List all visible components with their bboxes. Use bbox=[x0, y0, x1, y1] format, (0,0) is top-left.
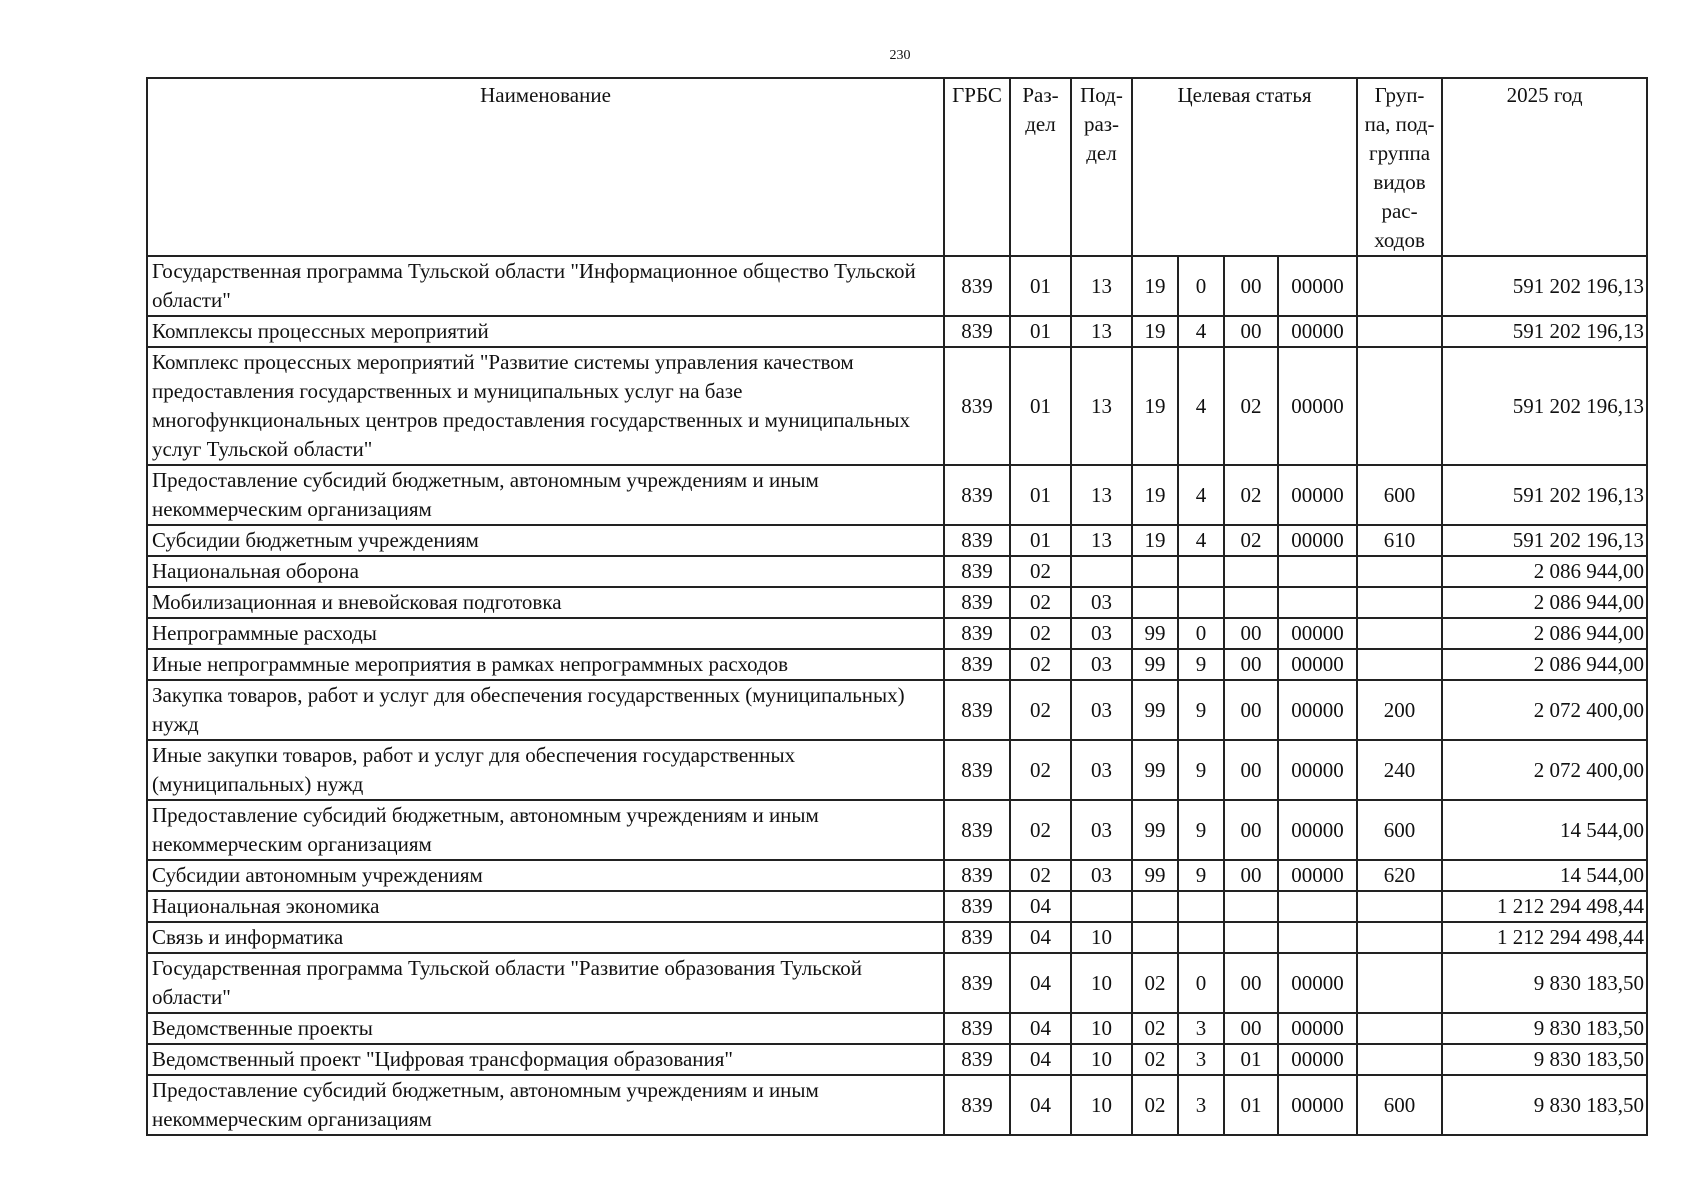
cell-name: Национальная оборона bbox=[147, 556, 944, 587]
cell-target-direction bbox=[1278, 587, 1357, 618]
cell-target-direction: 00000 bbox=[1278, 953, 1357, 1013]
cell-name: Иные непрограммные мероприятия в рамках непрограммных расходов bbox=[147, 649, 944, 680]
cell-name: Комплекс процессных мероприятий "Развитие системы управления качеством предоставления государственных и муниципальных услуг на базе многофункциональных центров предоставления государственных и муниципальных услуг Тульской области" bbox=[147, 347, 944, 465]
header-vid-line: ходов bbox=[1374, 228, 1425, 252]
cell-target-type: 4 bbox=[1178, 525, 1224, 556]
table-row bbox=[147, 891, 1647, 922]
cell-target-program: 99 bbox=[1132, 860, 1178, 891]
cell-target-type: 4 bbox=[1178, 465, 1224, 525]
cell-target-direction: 00000 bbox=[1278, 256, 1357, 316]
header-amount: 2025 год bbox=[1442, 78, 1647, 256]
cell-name: Субсидии автономным учреждениям bbox=[147, 860, 944, 891]
cell-amount: 9 830 183,50 bbox=[1442, 1044, 1647, 1075]
cell-razdel: 04 bbox=[1010, 922, 1071, 953]
header-vid-line: видов bbox=[1373, 170, 1426, 194]
cell-target-type bbox=[1178, 922, 1224, 953]
cell-podrazdel bbox=[1071, 891, 1132, 922]
cell-razdel: 04 bbox=[1010, 1075, 1071, 1135]
cell-name: Субсидии бюджетным учреждениям bbox=[147, 525, 944, 556]
cell-name: Предоставление субсидий бюджетным, автономным учреждениям и иным некоммерческим организациям bbox=[147, 465, 944, 525]
cell-razdel: 02 bbox=[1010, 680, 1071, 740]
cell-expense-type bbox=[1357, 587, 1442, 618]
cell-target-type: 9 bbox=[1178, 680, 1224, 740]
cell-name: Государственная программа Тульской области "Развитие образования Тульской области" bbox=[147, 953, 944, 1013]
cell-grbs: 839 bbox=[944, 316, 1010, 347]
cell-target-structure bbox=[1224, 922, 1278, 953]
cell-grbs: 839 bbox=[944, 1075, 1010, 1135]
cell-name: Непрограммные расходы bbox=[147, 618, 944, 649]
cell-target-structure bbox=[1224, 891, 1278, 922]
cell-target-structure: 00 bbox=[1224, 680, 1278, 740]
header-vid-line: группа bbox=[1368, 141, 1431, 165]
cell-expense-type: 600 bbox=[1357, 800, 1442, 860]
cell-expense-type bbox=[1357, 618, 1442, 649]
cell-grbs: 839 bbox=[944, 1013, 1010, 1044]
cell-expense-type bbox=[1357, 556, 1442, 587]
cell-podrazdel: 10 bbox=[1071, 1075, 1132, 1135]
cell-target-structure: 02 bbox=[1224, 347, 1278, 465]
cell-target-structure: 00 bbox=[1224, 860, 1278, 891]
table-row bbox=[147, 556, 1647, 587]
cell-target-program: 19 bbox=[1132, 316, 1178, 347]
cell-amount: 2 086 944,00 bbox=[1442, 649, 1647, 680]
cell-name: Связь и информатика bbox=[147, 922, 944, 953]
budget-table bbox=[146, 77, 1648, 1136]
cell-target-program: 99 bbox=[1132, 800, 1178, 860]
cell-target-program: 02 bbox=[1132, 1075, 1178, 1135]
cell-target-structure: 00 bbox=[1224, 618, 1278, 649]
cell-target-structure: 00 bbox=[1224, 649, 1278, 680]
cell-razdel: 01 bbox=[1010, 525, 1071, 556]
cell-razdel: 02 bbox=[1010, 587, 1071, 618]
cell-grbs: 839 bbox=[944, 860, 1010, 891]
cell-target-program bbox=[1132, 556, 1178, 587]
cell-name: Государственная программа Тульской области "Информационное общество Тульской области" bbox=[147, 256, 944, 316]
cell-podrazdel: 13 bbox=[1071, 347, 1132, 465]
cell-amount: 2 086 944,00 bbox=[1442, 587, 1647, 618]
cell-amount: 9 830 183,50 bbox=[1442, 1013, 1647, 1044]
cell-amount: 591 202 196,13 bbox=[1442, 525, 1647, 556]
header-razdel bbox=[1010, 78, 1071, 256]
cell-razdel: 02 bbox=[1010, 618, 1071, 649]
cell-target-type: 9 bbox=[1178, 649, 1224, 680]
cell-amount: 1 212 294 498,44 bbox=[1442, 922, 1647, 953]
header-vid bbox=[1357, 78, 1442, 256]
cell-podrazdel: 13 bbox=[1071, 465, 1132, 525]
cell-expense-type bbox=[1357, 922, 1442, 953]
cell-name: Предоставление субсидий бюджетным, автономным учреждениям и иным некоммерческим организациям bbox=[147, 1075, 944, 1135]
table-row bbox=[147, 1044, 1647, 1075]
cell-target-structure: 00 bbox=[1224, 800, 1278, 860]
cell-razdel: 02 bbox=[1010, 649, 1071, 680]
cell-target-structure: 00 bbox=[1224, 953, 1278, 1013]
cell-target-program bbox=[1132, 922, 1178, 953]
cell-grbs: 839 bbox=[944, 556, 1010, 587]
cell-grbs: 839 bbox=[944, 347, 1010, 465]
cell-podrazdel: 13 bbox=[1071, 525, 1132, 556]
table-row bbox=[147, 347, 1647, 465]
cell-grbs: 839 bbox=[944, 740, 1010, 800]
cell-amount: 9 830 183,50 bbox=[1442, 1075, 1647, 1135]
cell-target-direction: 00000 bbox=[1278, 680, 1357, 740]
table-row bbox=[147, 1075, 1647, 1135]
cell-target-direction: 00000 bbox=[1278, 525, 1357, 556]
cell-target-structure: 01 bbox=[1224, 1075, 1278, 1135]
cell-expense-type bbox=[1357, 953, 1442, 1013]
cell-target-type: 3 bbox=[1178, 1013, 1224, 1044]
cell-razdel: 04 bbox=[1010, 1013, 1071, 1044]
cell-grbs: 839 bbox=[944, 953, 1010, 1013]
cell-target-type: 4 bbox=[1178, 347, 1224, 465]
cell-razdel: 01 bbox=[1010, 465, 1071, 525]
cell-target-program: 19 bbox=[1132, 347, 1178, 465]
cell-target-structure: 01 bbox=[1224, 1044, 1278, 1075]
cell-grbs: 839 bbox=[944, 1044, 1010, 1075]
table-row bbox=[147, 740, 1647, 800]
cell-target-type: 3 bbox=[1178, 1044, 1224, 1075]
cell-target-structure: 00 bbox=[1224, 740, 1278, 800]
cell-podrazdel: 03 bbox=[1071, 680, 1132, 740]
header-podrazdel bbox=[1071, 78, 1132, 256]
cell-grbs: 839 bbox=[944, 922, 1010, 953]
cell-name: Иные закупки товаров, работ и услуг для обеспечения государственных (муниципальных) нужд bbox=[147, 740, 944, 800]
table-row bbox=[147, 316, 1647, 347]
cell-target-structure: 00 bbox=[1224, 256, 1278, 316]
cell-razdel: 01 bbox=[1010, 316, 1071, 347]
cell-razdel: 02 bbox=[1010, 860, 1071, 891]
table-row bbox=[147, 1013, 1647, 1044]
cell-name: Ведомственный проект "Цифровая трансформация образования" bbox=[147, 1044, 944, 1075]
cell-target-structure bbox=[1224, 556, 1278, 587]
cell-name: Ведомственные проекты bbox=[147, 1013, 944, 1044]
table-row bbox=[147, 953, 1647, 1013]
cell-expense-type: 610 bbox=[1357, 525, 1442, 556]
cell-podrazdel: 13 bbox=[1071, 316, 1132, 347]
cell-amount: 2 086 944,00 bbox=[1442, 556, 1647, 587]
table-row bbox=[147, 465, 1647, 525]
cell-target-structure bbox=[1224, 587, 1278, 618]
table-row bbox=[147, 525, 1647, 556]
cell-target-program: 02 bbox=[1132, 1013, 1178, 1044]
cell-target-direction: 00000 bbox=[1278, 347, 1357, 465]
cell-expense-type: 240 bbox=[1357, 740, 1442, 800]
cell-target-program: 99 bbox=[1132, 680, 1178, 740]
cell-grbs: 839 bbox=[944, 525, 1010, 556]
cell-target-type bbox=[1178, 556, 1224, 587]
cell-grbs: 839 bbox=[944, 465, 1010, 525]
table-row bbox=[147, 922, 1647, 953]
cell-target-type bbox=[1178, 891, 1224, 922]
cell-target-direction: 00000 bbox=[1278, 1013, 1357, 1044]
cell-expense-type: 620 bbox=[1357, 860, 1442, 891]
cell-target-direction: 00000 bbox=[1278, 740, 1357, 800]
cell-razdel: 02 bbox=[1010, 740, 1071, 800]
cell-podrazdel: 03 bbox=[1071, 740, 1132, 800]
cell-amount: 2 072 400,00 bbox=[1442, 680, 1647, 740]
cell-grbs: 839 bbox=[944, 587, 1010, 618]
cell-grbs: 839 bbox=[944, 680, 1010, 740]
cell-podrazdel: 10 bbox=[1071, 1044, 1132, 1075]
cell-target-direction: 00000 bbox=[1278, 860, 1357, 891]
cell-target-direction: 00000 bbox=[1278, 618, 1357, 649]
header-grbs: ГРБС bbox=[944, 78, 1010, 256]
cell-grbs: 839 bbox=[944, 800, 1010, 860]
cell-amount: 14 544,00 bbox=[1442, 800, 1647, 860]
cell-name: Закупка товаров, работ и услуг для обеспечения государственных (муниципальных) нужд bbox=[147, 680, 944, 740]
cell-amount: 9 830 183,50 bbox=[1442, 953, 1647, 1013]
table-row bbox=[147, 256, 1647, 316]
cell-target-program: 19 bbox=[1132, 465, 1178, 525]
cell-name: Мобилизационная и вневойсковая подготовка bbox=[147, 587, 944, 618]
cell-expense-type bbox=[1357, 649, 1442, 680]
cell-target-direction: 00000 bbox=[1278, 465, 1357, 525]
header-vid-line: Груп- bbox=[1374, 83, 1425, 107]
cell-podrazdel: 03 bbox=[1071, 587, 1132, 618]
cell-target-direction bbox=[1278, 922, 1357, 953]
cell-razdel: 04 bbox=[1010, 891, 1071, 922]
cell-razdel: 02 bbox=[1010, 556, 1071, 587]
header-name: Наименование bbox=[147, 78, 944, 256]
table-row bbox=[147, 618, 1647, 649]
header-vid-line: па, под- bbox=[1364, 112, 1435, 136]
cell-target-program bbox=[1132, 891, 1178, 922]
cell-target-program: 99 bbox=[1132, 740, 1178, 800]
cell-podrazdel: 03 bbox=[1071, 649, 1132, 680]
cell-razdel: 01 bbox=[1010, 347, 1071, 465]
cell-podrazdel: 03 bbox=[1071, 618, 1132, 649]
cell-target-program: 02 bbox=[1132, 953, 1178, 1013]
table-row bbox=[147, 680, 1647, 740]
cell-target-type: 0 bbox=[1178, 618, 1224, 649]
cell-expense-type: 200 bbox=[1357, 680, 1442, 740]
cell-target-program: 19 bbox=[1132, 256, 1178, 316]
cell-target-program: 99 bbox=[1132, 649, 1178, 680]
cell-grbs: 839 bbox=[944, 649, 1010, 680]
cell-podrazdel: 03 bbox=[1071, 800, 1132, 860]
table-row bbox=[147, 800, 1647, 860]
cell-target-direction bbox=[1278, 891, 1357, 922]
cell-name: Комплексы процессных мероприятий bbox=[147, 316, 944, 347]
cell-target-structure: 00 bbox=[1224, 316, 1278, 347]
header-vid-line: рас- bbox=[1381, 199, 1418, 223]
cell-target-type: 4 bbox=[1178, 316, 1224, 347]
cell-target-program: 02 bbox=[1132, 1044, 1178, 1075]
cell-podrazdel: 10 bbox=[1071, 953, 1132, 1013]
cell-target-direction: 00000 bbox=[1278, 1044, 1357, 1075]
cell-grbs: 839 bbox=[944, 891, 1010, 922]
cell-name: Национальная экономика bbox=[147, 891, 944, 922]
cell-target-type: 3 bbox=[1178, 1075, 1224, 1135]
page-number: 230 bbox=[889, 48, 911, 63]
cell-target-program bbox=[1132, 587, 1178, 618]
cell-podrazdel bbox=[1071, 556, 1132, 587]
cell-amount: 591 202 196,13 bbox=[1442, 256, 1647, 316]
cell-target-program: 99 bbox=[1132, 618, 1178, 649]
cell-grbs: 839 bbox=[944, 618, 1010, 649]
cell-target-direction: 00000 bbox=[1278, 800, 1357, 860]
cell-expense-type bbox=[1357, 347, 1442, 465]
cell-expense-type bbox=[1357, 1013, 1442, 1044]
cell-expense-type bbox=[1357, 316, 1442, 347]
cell-expense-type bbox=[1357, 256, 1442, 316]
cell-target-structure: 02 bbox=[1224, 525, 1278, 556]
cell-target-program: 19 bbox=[1132, 525, 1178, 556]
cell-amount: 14 544,00 bbox=[1442, 860, 1647, 891]
cell-grbs: 839 bbox=[944, 256, 1010, 316]
cell-target-type bbox=[1178, 587, 1224, 618]
cell-amount: 1 212 294 498,44 bbox=[1442, 891, 1647, 922]
cell-target-structure: 02 bbox=[1224, 465, 1278, 525]
cell-expense-type: 600 bbox=[1357, 1075, 1442, 1135]
cell-target-direction: 00000 bbox=[1278, 649, 1357, 680]
cell-razdel: 02 bbox=[1010, 800, 1071, 860]
cell-podrazdel: 10 bbox=[1071, 1013, 1132, 1044]
cell-podrazdel: 03 bbox=[1071, 860, 1132, 891]
cell-amount: 591 202 196,13 bbox=[1442, 465, 1647, 525]
cell-amount: 591 202 196,13 bbox=[1442, 316, 1647, 347]
header-podrazdel-line: дел bbox=[1086, 141, 1117, 165]
cell-target-structure: 00 bbox=[1224, 1013, 1278, 1044]
cell-amount: 2 086 944,00 bbox=[1442, 618, 1647, 649]
table-row bbox=[147, 860, 1647, 891]
cell-expense-type: 600 bbox=[1357, 465, 1442, 525]
cell-target-direction bbox=[1278, 556, 1357, 587]
cell-target-type: 9 bbox=[1178, 800, 1224, 860]
table-body bbox=[147, 256, 1647, 1135]
cell-razdel: 04 bbox=[1010, 953, 1071, 1013]
header-target: Целевая статья bbox=[1132, 78, 1357, 256]
header-razdel-line: дел bbox=[1025, 112, 1056, 136]
cell-razdel: 01 bbox=[1010, 256, 1071, 316]
cell-expense-type bbox=[1357, 1044, 1442, 1075]
table-header-row bbox=[147, 78, 1647, 256]
table-row bbox=[147, 587, 1647, 618]
header-podrazdel-line: Под- bbox=[1080, 83, 1123, 107]
cell-target-type: 9 bbox=[1178, 740, 1224, 800]
header-podrazdel-line: раз- bbox=[1083, 112, 1120, 136]
cell-amount: 2 072 400,00 bbox=[1442, 740, 1647, 800]
cell-target-direction: 00000 bbox=[1278, 316, 1357, 347]
header-razdel-line: Раз- bbox=[1022, 83, 1059, 107]
cell-razdel: 04 bbox=[1010, 1044, 1071, 1075]
cell-target-type: 0 bbox=[1178, 953, 1224, 1013]
table-row bbox=[147, 649, 1647, 680]
cell-name: Предоставление субсидий бюджетным, автономным учреждениям и иным некоммерческим организациям bbox=[147, 800, 944, 860]
cell-target-type: 9 bbox=[1178, 860, 1224, 891]
cell-expense-type bbox=[1357, 891, 1442, 922]
cell-target-direction: 00000 bbox=[1278, 1075, 1357, 1135]
cell-amount: 591 202 196,13 bbox=[1442, 347, 1647, 465]
cell-podrazdel: 10 bbox=[1071, 922, 1132, 953]
cell-podrazdel: 13 bbox=[1071, 256, 1132, 316]
cell-target-type: 0 bbox=[1178, 256, 1224, 316]
